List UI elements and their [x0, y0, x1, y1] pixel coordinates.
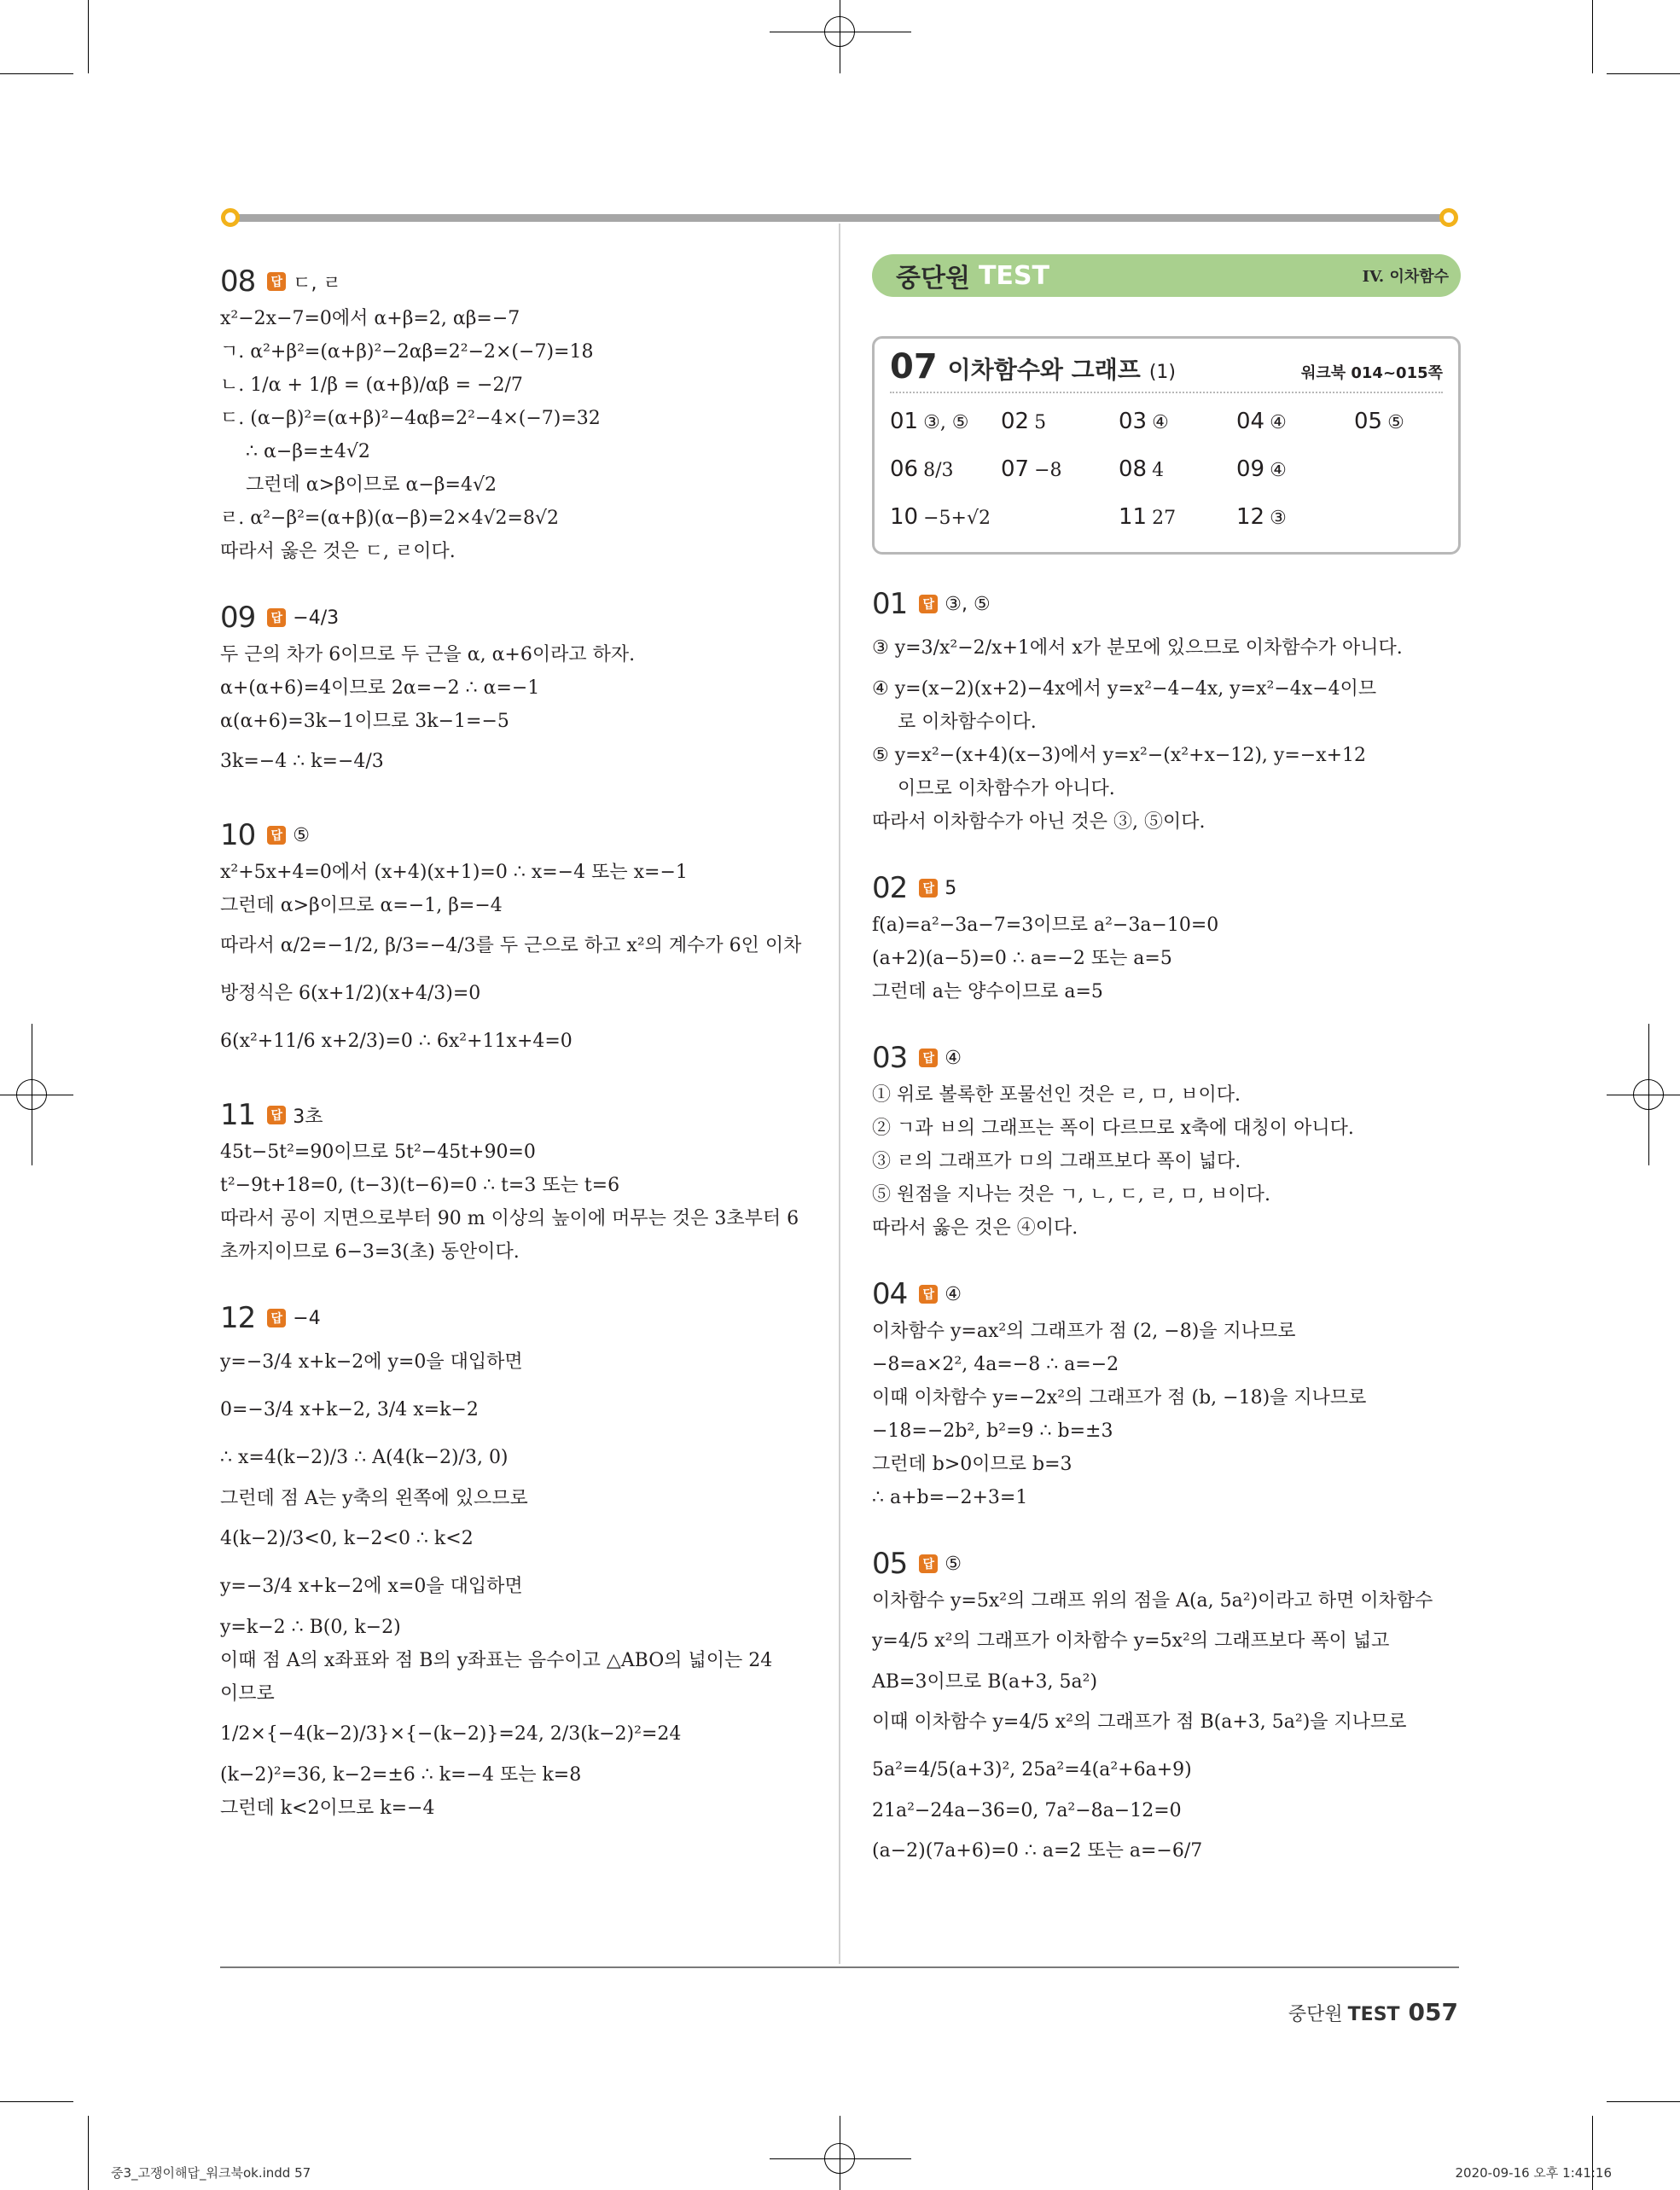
- solution-line: ③ y=3/x²−2/x+1에서 x가 분모에 있으므로 이차함수가 아니다.: [872, 637, 1403, 659]
- section-banner: [872, 254, 1461, 297]
- question-11-solution: [220, 1136, 817, 1269]
- question-09-header: [220, 597, 817, 638]
- solution-line: ∴ a+b=−2+3=1: [872, 1487, 1028, 1508]
- solution-line: 따라서 옳은 것은 ㄷ, ㄹ이다.: [220, 541, 456, 562]
- question-04-header: [872, 1274, 1461, 1315]
- answer-cell: 05 ⑤: [1354, 409, 1404, 434]
- answer-value: 3초: [293, 1106, 323, 1128]
- solution-line: x²+5x+4=0에서 (x+4)(x+1)=0 ∴ x=−4 또는 x=−1: [220, 862, 688, 883]
- solution-line: ① 위로 볼록한 포물선인 것은 ㄹ, ㅁ, ㅂ이다.: [872, 1084, 1241, 1106]
- solution-line: 이때 이차함수 y=−2x²의 그래프가 점 (b, −18)을 지나므로: [872, 1387, 1367, 1409]
- workbook-reference: 워크북 014~015쪽: [1300, 364, 1443, 382]
- question-01-header: [872, 584, 1461, 624]
- answer-cell: 03 ④: [1119, 409, 1169, 434]
- question-number: 11: [220, 1098, 256, 1132]
- top-rule-right-dot: [1439, 208, 1458, 227]
- box-number: 07: [890, 347, 938, 386]
- answer-cell: 09 ④: [1236, 456, 1287, 482]
- solution-line: ∴ α−β=±4√2: [246, 441, 370, 462]
- answer-icon: 답: [919, 1285, 938, 1304]
- question-02-header: [872, 868, 1461, 909]
- question-number: 03: [872, 1041, 908, 1075]
- question-12-header: [220, 1298, 817, 1339]
- question-12-solution: [220, 1339, 817, 1825]
- answer-summary-box: [872, 336, 1461, 555]
- solution-line: ㄷ. (α−β)²=(α+β)²−4αβ=2²−4×(−7)=32: [220, 408, 601, 429]
- solution-line: 이때 이차함수 y=4/5 x²의 그래프가 점 B(a+3, 5a²)을 지나므로: [872, 1711, 1407, 1733]
- solution-line: 45t−5t²=90이므로 5t²−45t+90=0: [220, 1141, 536, 1163]
- question-number: 02: [872, 871, 908, 905]
- solution-line: 따라서 α/2=−1/2, β/3=−4/3를 두 근으로 하고 x²의 계수가 6인 이차: [220, 935, 802, 956]
- solution-line: 초까지이므로 6−3=3(초) 동안이다.: [220, 1241, 520, 1263]
- question-number: 04: [872, 1277, 908, 1311]
- solution-line: ③ ㄹ의 그래프가 ㅁ의 그래프보다 폭이 넓다.: [872, 1151, 1241, 1172]
- answer-cell: 01 ③, ⑤: [890, 409, 969, 434]
- question-08-solution: [220, 302, 817, 568]
- solution-line: 그런데 k<2이므로 k=−4: [220, 1798, 435, 1819]
- solution-line: −8=a×2², 4a=−8 ∴ a=−2: [872, 1354, 1119, 1375]
- banner-chapter: IV. 이차함수: [1362, 268, 1449, 286]
- question-number: 05: [872, 1547, 908, 1581]
- question-number: 10: [220, 818, 256, 852]
- solution-line: ㄹ. α²−β²=(α+β)(α−β)=2×4√2=8√2: [220, 508, 559, 529]
- box-title: 이차함수와 그래프: [947, 356, 1141, 384]
- solution-line: 4(k−2)/3<0, k−2<0 ∴ k<2: [220, 1528, 474, 1549]
- answer-value: ⑤: [945, 1553, 962, 1575]
- solution-line: (a−2)(7a+6)=0 ∴ a=2 또는 a=−6/7: [872, 1840, 1203, 1862]
- solution-line: ② ㄱ과 ㅂ의 그래프는 폭이 다르므로 x축에 대칭이 아니다.: [872, 1118, 1354, 1139]
- bottom-rule: [220, 1966, 1459, 1968]
- answer-value: −4: [293, 1307, 321, 1329]
- reg-mark-top-circle: [824, 16, 855, 47]
- solution-line: 그런데 α>β이므로 α=−1, β=−4: [220, 895, 503, 916]
- question-02-solution: [872, 909, 1461, 1008]
- solution-line: 그런데 a는 양수이므로 a=5: [872, 981, 1103, 1002]
- crop-mark-tr-v: [1592, 0, 1593, 73]
- question-08-header: [220, 261, 817, 302]
- solution-line: AB=3이므로 B(a+3, 5a²): [872, 1671, 1098, 1693]
- solution-line: 따라서 이차함수가 아닌 것은 ③, ⑤이다.: [872, 811, 1206, 833]
- page-number: 057: [1408, 1998, 1458, 2026]
- solution-line: 이차함수 y=ax²의 그래프가 점 (2, −8)을 지나므로: [872, 1321, 1296, 1342]
- solution-line: ⑤ 원점을 지나는 것은 ㄱ, ㄴ, ㄷ, ㄹ, ㅁ, ㅂ이다.: [872, 1184, 1270, 1205]
- question-03-header: [872, 1037, 1461, 1078]
- solution-line: 이때 점 A의 x좌표와 점 B의 y좌표는 음수이고 △ABO의 넓이는 24: [220, 1650, 773, 1671]
- answer-box-header: [890, 347, 1443, 393]
- answer-cell: 06 8/3: [890, 456, 954, 482]
- answer-icon: 답: [267, 1106, 286, 1124]
- answer-icon: 답: [919, 879, 938, 897]
- answer-cell: 10 −5+√2: [890, 504, 991, 530]
- question-05-solution: [872, 1584, 1461, 1875]
- answer-value: ③, ⑤: [945, 593, 991, 615]
- answer-value: ⑤: [293, 824, 310, 846]
- solution-line: ∴ x=4(k−2)/3 ∴ A(4(k−2)/3, 0): [220, 1447, 509, 1468]
- question-09-solution: [220, 638, 817, 786]
- question-01-solution: [872, 624, 1461, 839]
- question-number: 12: [220, 1301, 256, 1335]
- solution-line: 방정식은 6(x+1/2)(x+4/3)=0: [220, 983, 481, 1004]
- banner-test: TEST: [978, 260, 1049, 291]
- solution-line: 그런데 b>0이므로 b=3: [872, 1454, 1073, 1475]
- solution-line: 이므로: [220, 1683, 275, 1705]
- page-footer: [1288, 1998, 1458, 2026]
- reg-mark-right-circle: [1633, 1079, 1664, 1110]
- solution-line: −18=−2b², b²=9 ∴ b=±3: [872, 1420, 1113, 1442]
- solution-line: 두 근의 차가 6이므로 두 근을 α, α+6이라고 하자.: [220, 644, 636, 665]
- crop-mark-bl-v: [88, 2116, 89, 2190]
- question-10-solution: [220, 856, 817, 1066]
- top-rule: [230, 214, 1449, 222]
- solution-line: 그런데 점 A는 y축의 왼쪽에 있으므로: [220, 1488, 528, 1509]
- left-column: [220, 254, 817, 1825]
- solution-line: ④ y=(x−2)(x+2)−4x에서 y=x²−4−4x, y=x²−4x−4이므: [872, 678, 1377, 700]
- answer-cell-empty: [1001, 497, 1119, 538]
- answer-value: ㄷ, ㄹ: [293, 272, 341, 294]
- question-number: 01: [872, 587, 908, 621]
- crop-mark-bl-h: [0, 2101, 73, 2102]
- answer-value: ④: [945, 1047, 962, 1069]
- solution-line: 따라서 옳은 것은 ④이다.: [872, 1217, 1078, 1239]
- question-03-solution: [872, 1078, 1461, 1245]
- answer-icon: 답: [919, 595, 938, 613]
- answer-cell: 02 5: [1001, 409, 1047, 434]
- answer-grid: [890, 402, 1443, 538]
- footer-label: 중단원: [1288, 2004, 1343, 2025]
- solution-line: 로 이차함수이다.: [898, 712, 1037, 733]
- solution-line: 1/2×{−4(k−2)/3}×{−(k−2)}=24, 2/3(k−2)²=24: [220, 1723, 682, 1745]
- solution-line: y=−3/4 x+k−2에 x=0을 대입하면: [220, 1576, 523, 1597]
- solution-line: 따라서 공이 지면으로부터 90 m 이상의 높이에 머무는 것은 3초부터 6: [220, 1208, 799, 1229]
- solution-line: (k−2)²=36, k−2=±6 ∴ k=−4 또는 k=8: [220, 1764, 582, 1786]
- crop-mark-tl-h: [0, 73, 73, 74]
- top-rule-left-dot: [221, 208, 240, 227]
- solution-line: y=4/5 x²의 그래프가 이차함수 y=5x²의 그래프보다 폭이 넓고: [872, 1630, 1390, 1652]
- solution-line: (a+2)(a−5)=0 ∴ a=−2 또는 a=5: [872, 948, 1172, 969]
- solution-line: 6(x²+11/6 x+2/3)=0 ∴ 6x²+11x+4=0: [220, 1031, 573, 1052]
- answer-cell: 11 27: [1119, 504, 1177, 530]
- crop-mark-br-h: [1607, 2101, 1680, 2102]
- answer-icon: 답: [267, 1309, 286, 1327]
- question-05-header: [872, 1543, 1461, 1584]
- solution-line: 이므로 이차함수가 아니다.: [898, 778, 1115, 799]
- footer-test: TEST: [1347, 2004, 1400, 2025]
- solution-line: 0=−3/4 x+k−2, 3/4 x=k−2: [220, 1399, 479, 1420]
- answer-value: ④: [945, 1283, 962, 1305]
- banner-title: 중단원: [896, 264, 970, 293]
- solution-line: ㄱ. α²+β²=(α+β)²−2αβ=2²−2×(−7)=18: [220, 341, 594, 363]
- reg-mark-bottom-circle: [824, 2143, 855, 2174]
- solution-line: 그런데 α>β이므로 α−β=4√2: [246, 474, 497, 496]
- right-column: [872, 254, 1461, 1875]
- solution-line: 5a²=4/5(a+3)², 25a²=4(a²+6a+9): [872, 1759, 1192, 1780]
- answer-icon: 답: [919, 1554, 938, 1573]
- answer-cell: 04 ④: [1236, 409, 1287, 434]
- question-04-solution: [872, 1315, 1461, 1514]
- crop-mark-tl-v: [88, 0, 89, 73]
- solution-line: α+(α+6)=4이므로 2α=−2 ∴ α=−1: [220, 677, 540, 699]
- answer-icon: 답: [267, 272, 286, 291]
- answer-icon: 답: [267, 826, 286, 845]
- answer-icon: 답: [267, 608, 286, 627]
- solution-line: ⑤ y=x²−(x+4)(x−3)에서 y=x²−(x²+x−12), y=−x+12: [872, 745, 1367, 766]
- question-10-header: [220, 815, 817, 856]
- file-slug: 중3_고쟁이해답_워크북ok.indd 57: [111, 2165, 311, 2181]
- solution-line: α(α+6)=3k−1이므로 3k−1=−5: [220, 711, 509, 732]
- answer-value: −4/3: [293, 607, 340, 629]
- solution-line: y=k−2 ∴ B(0, k−2): [220, 1617, 401, 1638]
- question-number: 09: [220, 601, 256, 635]
- answer-icon: 답: [919, 1049, 938, 1067]
- solution-line: x²−2x−7=0에서 α+β=2, αβ=−7: [220, 308, 520, 329]
- crop-mark-tr-h: [1607, 73, 1680, 74]
- solution-line: ㄴ. 1/α + 1/β = (α+β)/αβ = −2/7: [220, 375, 523, 396]
- solution-line: 이차함수 y=5x²의 그래프 위의 점을 A(a, 5a²)이라고 하면 이차함수: [872, 1590, 1433, 1612]
- answer-cell: 07 −8: [1001, 456, 1062, 482]
- solution-line: 3k=−4 ∴ k=−4/3: [220, 751, 384, 772]
- solution-line: f(a)=a²−3a−7=3이므로 a²−3a−10=0: [872, 915, 1219, 936]
- answer-cell-empty: [1354, 450, 1448, 491]
- solution-line: 21a²−24a−36=0, 7a²−8a−12=0: [872, 1800, 1182, 1821]
- solution-line: y=−3/4 x+k−2에 y=0을 대입하면: [220, 1351, 523, 1373]
- answer-cell: 12 ③: [1236, 504, 1287, 530]
- answer-value: 5: [945, 877, 957, 899]
- reg-mark-left-circle: [16, 1079, 47, 1110]
- box-subtitle: (1): [1148, 362, 1176, 383]
- question-11-header: [220, 1095, 817, 1136]
- answer-cell: 08 4: [1119, 456, 1165, 482]
- solution-line: t²−9t+18=0, (t−3)(t−6)=0 ∴ t=3 또는 t=6: [220, 1175, 620, 1196]
- column-divider: [839, 224, 840, 1964]
- question-number: 08: [220, 264, 256, 299]
- date-slug: 2020-09-16 오후 1:41:16: [1455, 2165, 1612, 2181]
